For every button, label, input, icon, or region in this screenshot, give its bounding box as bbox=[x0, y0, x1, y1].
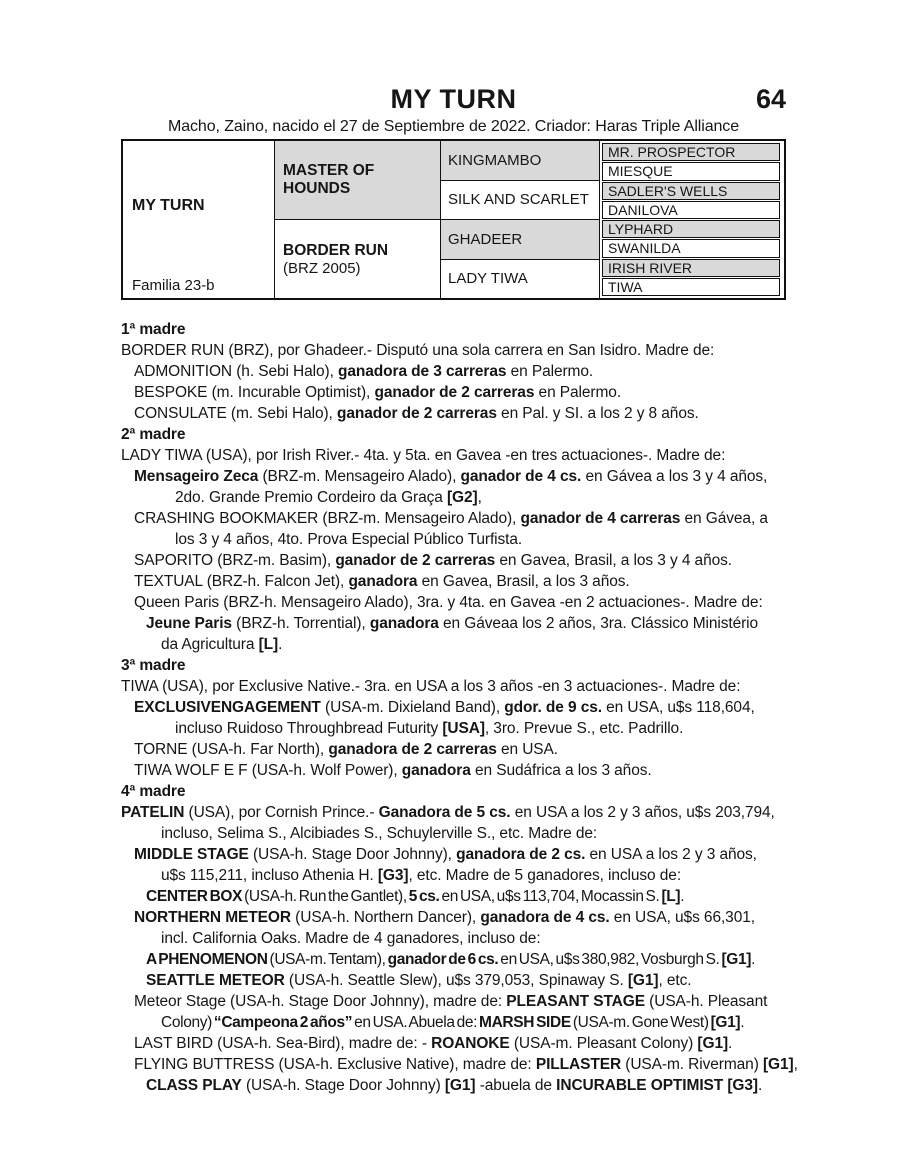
plain-text: , bbox=[793, 1056, 798, 1073]
emphasized-text: [G1] bbox=[721, 951, 752, 968]
section-heading: 2ª madre bbox=[121, 426, 186, 443]
emphasized-text: ganador de 2 carreras bbox=[374, 384, 535, 401]
plain-text: en Gavea, Brasil, a los 3 años. bbox=[417, 573, 630, 590]
emphasized-text: ganador de 2 carreras bbox=[336, 405, 497, 422]
text-line bbox=[121, 823, 786, 844]
text-line bbox=[121, 382, 786, 403]
emphasized-text: [L] bbox=[258, 636, 279, 653]
text-line bbox=[121, 718, 786, 739]
plain-text: en USA a los 2 y 3 años, u$s 203,794, bbox=[510, 804, 775, 821]
plain-text: TIWA (USA), por Exclusive Native.- 3ra. en USA a los 3 años -en 3 actuaciones-. Madre de: bbox=[121, 678, 741, 695]
emphasized-text: INCURABLE OPTIMIST [G3] bbox=[556, 1077, 758, 1094]
plain-text: incluso, Selima S., Alcibiades S., Schuylerville S., etc. Madre de: bbox=[161, 825, 598, 842]
plain-text: , 3ro. Prevue S., etc. Padrillo. bbox=[484, 720, 684, 737]
text-line bbox=[121, 697, 786, 718]
text-line bbox=[121, 340, 786, 361]
plain-text: , etc. bbox=[658, 972, 692, 989]
plain-text: en Palermo. bbox=[506, 363, 594, 380]
emphasized-text: [G1] bbox=[444, 1077, 476, 1094]
sire-name: MASTER OF HOUNDS bbox=[283, 162, 375, 197]
text-line bbox=[121, 1075, 786, 1096]
plain-text: (BRZ-m. Mensageiro Alado), bbox=[258, 468, 461, 485]
emphasized-text: PILLASTER bbox=[535, 1056, 622, 1073]
text-line bbox=[121, 1012, 786, 1033]
plain-text: CONSULATE (m. Sebi Halo), bbox=[134, 405, 337, 422]
emphasized-text: CLASS PLAY bbox=[146, 1077, 242, 1094]
plain-text: CRASHING BOOKMAKER (BRZ-m. Mensageiro Alado), bbox=[134, 510, 521, 527]
plain-text: SAPORITO (BRZ-m. Basim), bbox=[134, 552, 336, 569]
plain-text: en USA, u$s 66,301, bbox=[609, 909, 755, 926]
plain-text: (USA-m. Pleasant Colony) bbox=[509, 1035, 698, 1052]
plain-text: . bbox=[278, 636, 283, 653]
pedigree-table bbox=[121, 139, 786, 300]
plain-text: Meteor Stage (USA-h. Stage Door Johnny), madre de: bbox=[134, 993, 507, 1010]
section-heading: 3ª madre bbox=[121, 657, 186, 674]
subject-family: Familia 23-b bbox=[132, 277, 215, 294]
plain-text: u$s 115,211, incluso Athenia H. bbox=[161, 867, 378, 884]
plain-text: en Pal. y SI. a los 2 y 8 años. bbox=[496, 405, 699, 422]
plain-text: (USA-h. Stage Door Johnny), bbox=[248, 846, 457, 863]
text-line bbox=[121, 844, 786, 865]
plain-text: (USA-h. Northern Dancer), bbox=[290, 909, 481, 926]
emphasized-text: ganador de 2 carreras bbox=[335, 552, 496, 569]
text-line bbox=[121, 403, 786, 424]
plain-text: en USA, u$s 113,704, Mocassin S. bbox=[439, 888, 662, 905]
emphasized-text: Mensageiro Zeca bbox=[134, 468, 259, 485]
page-title: MY TURN bbox=[390, 84, 517, 114]
plain-text: . bbox=[680, 888, 685, 905]
emphasized-text: [G1] bbox=[627, 972, 659, 989]
emphasized-text: gdor. de 9 cs. bbox=[504, 699, 602, 716]
header bbox=[121, 84, 786, 116]
text-line bbox=[121, 991, 786, 1012]
text-line bbox=[121, 613, 786, 634]
pedigree-generation1-column bbox=[275, 141, 441, 298]
text-line bbox=[121, 634, 786, 655]
dam-detail: (BRZ 2005) bbox=[283, 259, 361, 277]
plain-text: da Agricultura bbox=[161, 636, 259, 653]
pedigree-cell-g3: SWANILDA bbox=[602, 239, 780, 257]
emphasized-text: CENTER BOX bbox=[146, 888, 243, 905]
subject-name: MY TURN bbox=[132, 197, 205, 214]
text-line bbox=[121, 487, 786, 508]
plain-text: Colony) bbox=[161, 1014, 214, 1031]
pedigree-section bbox=[121, 655, 786, 781]
plain-text: en USA, u$s 118,604, bbox=[601, 699, 755, 716]
pedigree-cell-g2: SILK AND SCARLET bbox=[441, 181, 599, 221]
pedigree-cell-g2: GHADEER bbox=[441, 220, 599, 260]
emphasized-text: 5 cs. bbox=[408, 888, 440, 905]
text-line bbox=[121, 571, 786, 592]
pedigree-cell-g3: SADLER'S WELLS bbox=[602, 182, 780, 200]
text-line bbox=[121, 361, 786, 382]
plain-text: (USA), por Cornish Prince.- bbox=[184, 804, 379, 821]
pedigree-cell-g3: MR. PROSPECTOR bbox=[602, 143, 780, 161]
plain-text: en Gávea, a bbox=[680, 510, 768, 527]
plain-text: en Gavea, Brasil, a los 3 y 4 años. bbox=[495, 552, 732, 569]
pedigree-cell-g3: MIESQUE bbox=[602, 162, 780, 180]
plain-text: . bbox=[757, 1077, 763, 1094]
plain-text: . bbox=[740, 1014, 745, 1031]
text-line bbox=[121, 907, 786, 928]
plain-text: (USA-h. Pleasant bbox=[644, 993, 768, 1010]
emphasized-text: [G2] bbox=[447, 489, 478, 506]
plain-text: (USA-m. Gone West) bbox=[570, 1014, 711, 1031]
emphasized-text: A PHENOMENON bbox=[146, 951, 268, 968]
plain-text: 2do. Grande Premio Cordeiro da Graça bbox=[175, 489, 447, 506]
emphasized-text: ganador de 6 cs. bbox=[387, 951, 499, 968]
page-content bbox=[121, 84, 798, 1096]
pedigree-subject-cell bbox=[123, 141, 275, 298]
emphasized-text: [G1] bbox=[710, 1014, 741, 1031]
plain-text: (USA-m. Tentam), bbox=[267, 951, 388, 968]
plain-text: incluso Ruidoso Throughbread Futurity bbox=[175, 720, 443, 737]
plain-text: (USA-h. Run the Gantlet), bbox=[242, 888, 409, 905]
text-line bbox=[121, 466, 786, 487]
pedigree-section bbox=[121, 781, 798, 1096]
text-line bbox=[121, 886, 786, 907]
section-heading: 4ª madre bbox=[121, 783, 186, 800]
emphasized-text: “Campeona 2 años” bbox=[213, 1014, 353, 1031]
pedigree-cell-g2: KINGMAMBO bbox=[441, 141, 599, 181]
text-line bbox=[121, 739, 786, 760]
emphasized-text: [USA] bbox=[442, 720, 485, 737]
plain-text: LADY TIWA (USA), por Irish River.- 4ta. y 5ta. en Gavea -en tres actuaciones-. Madre de: bbox=[121, 447, 726, 464]
section-heading: 1ª madre bbox=[121, 321, 186, 338]
text-line bbox=[121, 676, 786, 697]
emphasized-text: SEATTLE METEOR bbox=[146, 972, 285, 989]
emphasized-text: ganadora de 2 cs. bbox=[456, 846, 586, 863]
plain-text: BESPOKE (m. Incurable Optimist), bbox=[134, 384, 375, 401]
text-line bbox=[121, 445, 786, 466]
plain-text: , etc. Madre de 5 ganadores, incluso de: bbox=[408, 867, 682, 884]
plain-text: en Gávea a los 3 y 4 años, bbox=[581, 468, 768, 485]
plain-text: los 3 y 4 años, 4to. Prova Especial Público Turfista. bbox=[175, 531, 523, 548]
plain-text: -abuela de bbox=[475, 1077, 557, 1094]
text-line bbox=[121, 760, 786, 781]
emphasized-text: Jeune Paris bbox=[146, 615, 232, 632]
text-line bbox=[121, 928, 786, 949]
page-number: 64 bbox=[755, 84, 786, 114]
plain-text: . bbox=[728, 1035, 733, 1052]
pedigree-cell-g3: DANILOVA bbox=[602, 201, 780, 219]
plain-text: (USA-h. Seattle Slew), u$s 379,053, Spinaway S. bbox=[284, 972, 628, 989]
plain-text: . bbox=[751, 951, 756, 968]
plain-text: BORDER RUN (BRZ), por Ghadeer.- Disputó una sola carrera en San Isidro. Madre de: bbox=[121, 342, 715, 359]
plain-text: TEXTUAL (BRZ-h. Falcon Jet), bbox=[134, 573, 349, 590]
emphasized-text: ganadora de 3 carreras bbox=[338, 363, 507, 380]
plain-text: en Palermo. bbox=[534, 384, 622, 401]
pedigree-generation2-column bbox=[441, 141, 600, 298]
plain-text: Queen Paris (BRZ-h. Mensageiro Alado), 3ra. y 4ta. en Gavea -en 2 actuaciones-. Madre de: bbox=[134, 594, 763, 611]
emphasized-text: [G1] bbox=[697, 1035, 729, 1052]
plain-text: LAST BIRD (USA-h. Sea-Bird), madre de: - bbox=[134, 1035, 432, 1052]
plain-text: TIWA WOLF E F (USA-h. Wolf Power), bbox=[134, 762, 402, 779]
emphasized-text: ganador de 4 carreras bbox=[520, 510, 681, 527]
emphasized-text: ganadora de 4 cs. bbox=[480, 909, 610, 926]
pedigree-cell-g3: LYPHARD bbox=[602, 220, 780, 238]
emphasized-text: ganadora bbox=[348, 573, 418, 590]
emphasized-text: NORTHERN METEOR bbox=[134, 909, 291, 926]
plain-text: en Sudáfrica a los 3 años. bbox=[470, 762, 652, 779]
plain-text: (BRZ-h. Torrential), bbox=[231, 615, 370, 632]
plain-text: , bbox=[477, 489, 482, 506]
pedigree-section bbox=[121, 424, 786, 655]
emphasized-text: ganador de 4 cs. bbox=[460, 468, 582, 485]
plain-text: en USA, u$s 380,982, Vosburgh S. bbox=[498, 951, 722, 968]
text-line bbox=[121, 802, 786, 823]
plain-text: (USA-m. Riverman) bbox=[621, 1056, 763, 1073]
emphasized-text: ganadora de 2 carreras bbox=[328, 741, 497, 758]
plain-text: en Gáveaa los 2 años, 3ra. Clássico Ministério bbox=[438, 615, 759, 632]
emphasized-text: PLEASANT STAGE bbox=[506, 993, 645, 1010]
emphasized-text: PATELIN bbox=[121, 804, 185, 821]
text-line bbox=[121, 1033, 786, 1054]
dam-name: BORDER RUN bbox=[283, 241, 389, 259]
text-line bbox=[121, 865, 786, 886]
text-line bbox=[121, 550, 786, 571]
pedigree-generation3-column bbox=[600, 141, 784, 298]
pedigree-section bbox=[121, 319, 786, 424]
text-line bbox=[121, 1054, 798, 1075]
pedigree-cell-g3: IRISH RIVER bbox=[602, 259, 780, 277]
emphasized-text: [G1] bbox=[762, 1056, 794, 1073]
emphasized-text: ganadora bbox=[401, 762, 471, 779]
plain-text: en USA. bbox=[496, 741, 558, 758]
pedigree-cell-g2: LADY TIWA bbox=[448, 270, 528, 288]
plain-text: en USA. Abuela de: bbox=[352, 1014, 480, 1031]
emphasized-text: [G3] bbox=[377, 867, 409, 884]
plain-text: incl. California Oaks. Madre de 4 ganadores, incluso de: bbox=[161, 930, 541, 947]
plain-text: ADMONITION (h. Sebi Halo), bbox=[134, 363, 339, 380]
text-line bbox=[121, 949, 786, 970]
emphasized-text: EXCLUSIVENGAGEMENT bbox=[134, 699, 321, 716]
emphasized-text: ganadora bbox=[369, 615, 439, 632]
plain-text: TORNE (USA-h. Far North), bbox=[134, 741, 329, 758]
emphasized-text: [L] bbox=[661, 888, 681, 905]
text-line bbox=[121, 529, 786, 550]
pedigree-cell-dam bbox=[275, 220, 440, 298]
plain-text: (USA-h. Stage Door Johnny) bbox=[241, 1077, 445, 1094]
emphasized-text: MARSH SIDE bbox=[479, 1014, 571, 1031]
emphasized-text: MIDDLE STAGE bbox=[134, 846, 249, 863]
text-line bbox=[121, 970, 786, 991]
plain-text: en USA a los 2 y 3 años, bbox=[585, 846, 757, 863]
emphasized-text: Ganadora de 5 cs. bbox=[378, 804, 511, 821]
text-line bbox=[121, 592, 786, 613]
emphasized-text: ROANOKE bbox=[431, 1035, 510, 1052]
pedigree-cell-g3: TIWA bbox=[602, 278, 780, 296]
pedigree-cell-sire bbox=[275, 141, 440, 220]
produce-record bbox=[121, 319, 798, 1096]
plain-text: (USA-m. Dixieland Band), bbox=[320, 699, 505, 716]
foaling-subtitle: Macho, Zaino, nacido el 27 de Septiembre de 2022. Criador: Haras Triple Alliance bbox=[168, 118, 739, 135]
plain-text: FLYING BUTTRESS (USA-h. Exclusive Native), madre de: bbox=[134, 1056, 536, 1073]
text-line bbox=[121, 508, 786, 529]
